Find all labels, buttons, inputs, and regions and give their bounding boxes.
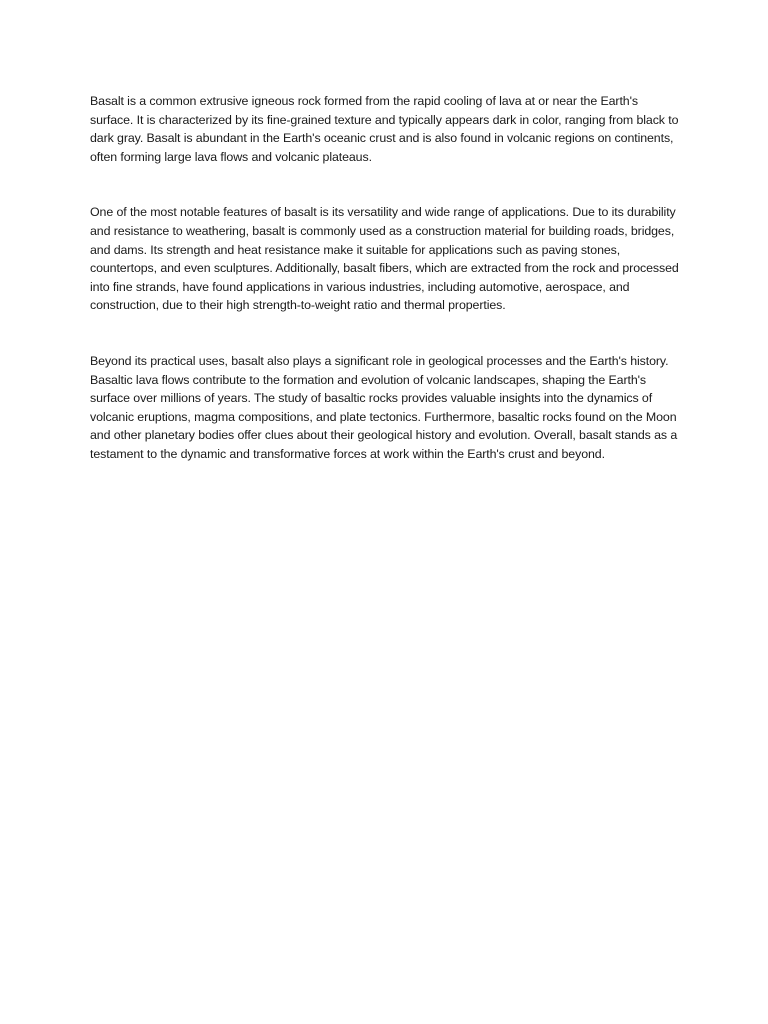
document-body (90, 92, 682, 501)
paragraph-2: One of the most notable features of basalt is its versatility and wide range of applications. Due to its durability and resistance to weathering, basalt is commonly used as a construction material for building roads, bridges, and dams. Its strength and heat resistance make it suitable for applications such as paving stones, countertops, and even sculptures. Additionally, basalt fibers, which are extracted from the rock and processed into fine strands, have found applications in various industries, including automotive, aerospace, and construction, due to their high strength-to-weight ratio and thermal properties. (90, 205, 679, 313)
paragraph-1: Basalt is a common extrusive igneous rock formed from the rapid cooling of lava at or near the Earth's surface. It is characterized by its fine-grained texture and typically appears dark in color, ranging from black to dark gray. Basalt is abundant in the Earth's oceanic crust and is also found in volcanic regions on continents, often forming large lava flows and volcanic plateaus. (90, 94, 679, 164)
paragraph-3: Beyond its practical uses, basalt also plays a significant role in geological processes and the Earth's history. Basaltic lava flows contribute to the formation and evolution of volcanic landscapes, shaping the Earth's surface over millions of years. The study of basaltic rocks provides valuable insights into the dynamics of volcanic eruptions, magma compositions, and plate tectonics. Furthermore, basaltic rocks found on the Moon and other planetary bodies offer clues about their geological history and evolution. Overall, basalt stands as a testament to the dynamic and transformative forces at work within the Earth's crust and beyond. (90, 353, 678, 461)
